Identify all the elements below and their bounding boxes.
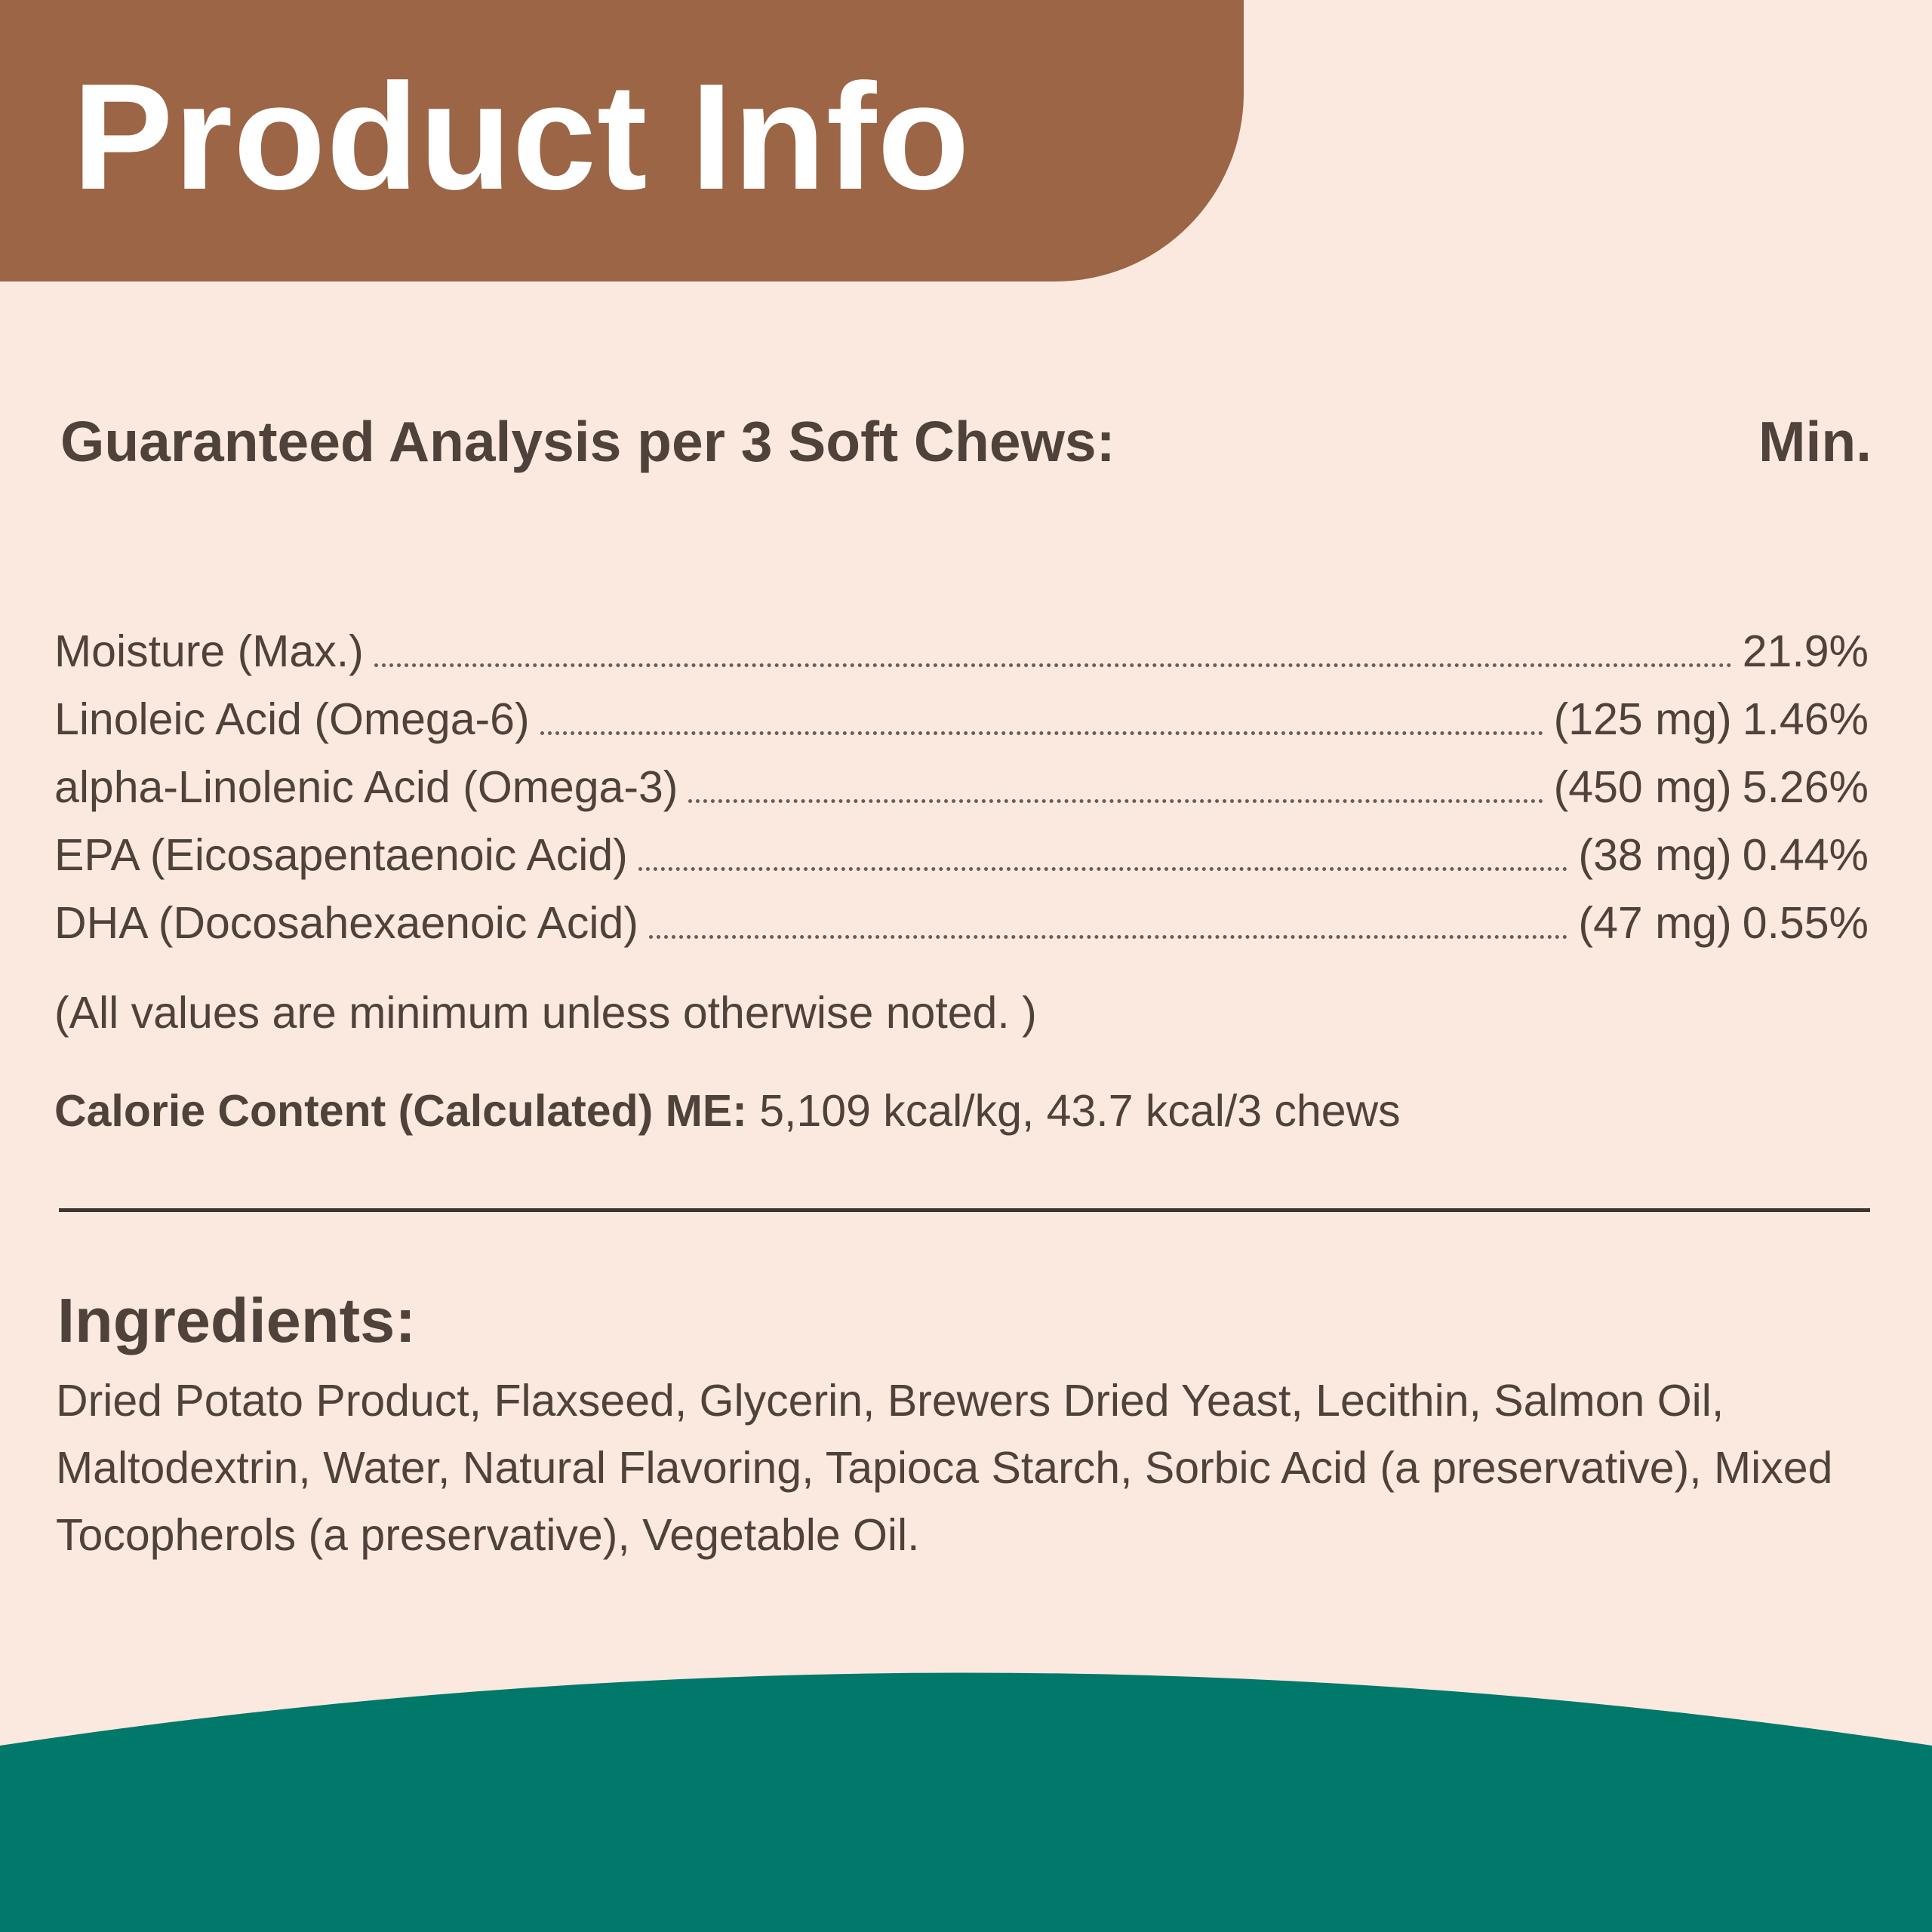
nutrient-name: Moisture (Max.) xyxy=(54,626,364,676)
nutrient-name: EPA (Eicosapentaenoic Acid) xyxy=(54,830,628,880)
nutrient-value: 5.26% xyxy=(1742,762,1869,812)
nutrient-value: 1.46% xyxy=(1742,694,1869,744)
section-divider xyxy=(59,1208,1870,1212)
nutrient-name: alpha-Linolenic Acid (Omega-3) xyxy=(54,762,678,812)
nutrient-list xyxy=(54,617,1869,957)
calorie-content xyxy=(54,1081,1401,1141)
nutrient-value: 21.9% xyxy=(1742,626,1869,676)
nutrient-row xyxy=(54,821,1869,889)
nutrient-row xyxy=(54,889,1869,957)
nutrient-value: 0.44% xyxy=(1742,830,1869,880)
nutrient-amount: (47 mg) xyxy=(1578,898,1732,948)
nutrient-row xyxy=(54,685,1869,753)
guaranteed-analysis-title: Guaranteed Analysis per 3 Soft Chews: xyxy=(60,410,1115,473)
guaranteed-analysis-heading xyxy=(60,408,1872,475)
calorie-value: 5,109 kcal/kg, 43.7 kcal/3 chews xyxy=(746,1086,1401,1136)
ingredients-list: Dried Potato Product, Flaxseed, Glycerin, Brewers Dried Yeast, Lecithin, Salmon Oil, Maltodextrin, Water, Natural Flavoring, Tapioca Starch, Sorbic Acid (a preservative), Mixed Tocopherols (a preservative), Vegetable Oil. xyxy=(56,1376,1833,1560)
nutrient-row xyxy=(54,753,1869,821)
calorie-label: Calorie Content (Calculated) ME: xyxy=(54,1086,747,1136)
dot-leader xyxy=(374,663,1732,667)
ingredients-heading: Ingredients: xyxy=(57,1285,416,1355)
analysis-footnote: (All values are minimum unless otherwise noted. ) xyxy=(54,988,1037,1038)
page-title: Product Info xyxy=(72,53,971,221)
nutrient-value: 0.55% xyxy=(1742,898,1869,948)
nutrient-name: DHA (Docosahexaenoic Acid) xyxy=(54,898,638,948)
dot-leader xyxy=(540,731,1543,735)
footer-wave-shape xyxy=(0,1673,1932,1932)
dot-leader xyxy=(688,799,1543,803)
nutrient-amount: (450 mg) xyxy=(1553,762,1732,812)
dot-leader xyxy=(638,867,1568,871)
nutrient-row xyxy=(54,617,1869,685)
min-column-label: Min. xyxy=(1758,410,1872,473)
footer-wave xyxy=(0,1645,1932,1932)
nutrient-amount: (125 mg) xyxy=(1553,694,1732,744)
nutrient-name: Linoleic Acid (Omega-6) xyxy=(54,694,530,744)
header-banner xyxy=(0,0,1244,281)
nutrient-amount: (38 mg) xyxy=(1578,830,1732,880)
dot-leader xyxy=(649,935,1567,939)
